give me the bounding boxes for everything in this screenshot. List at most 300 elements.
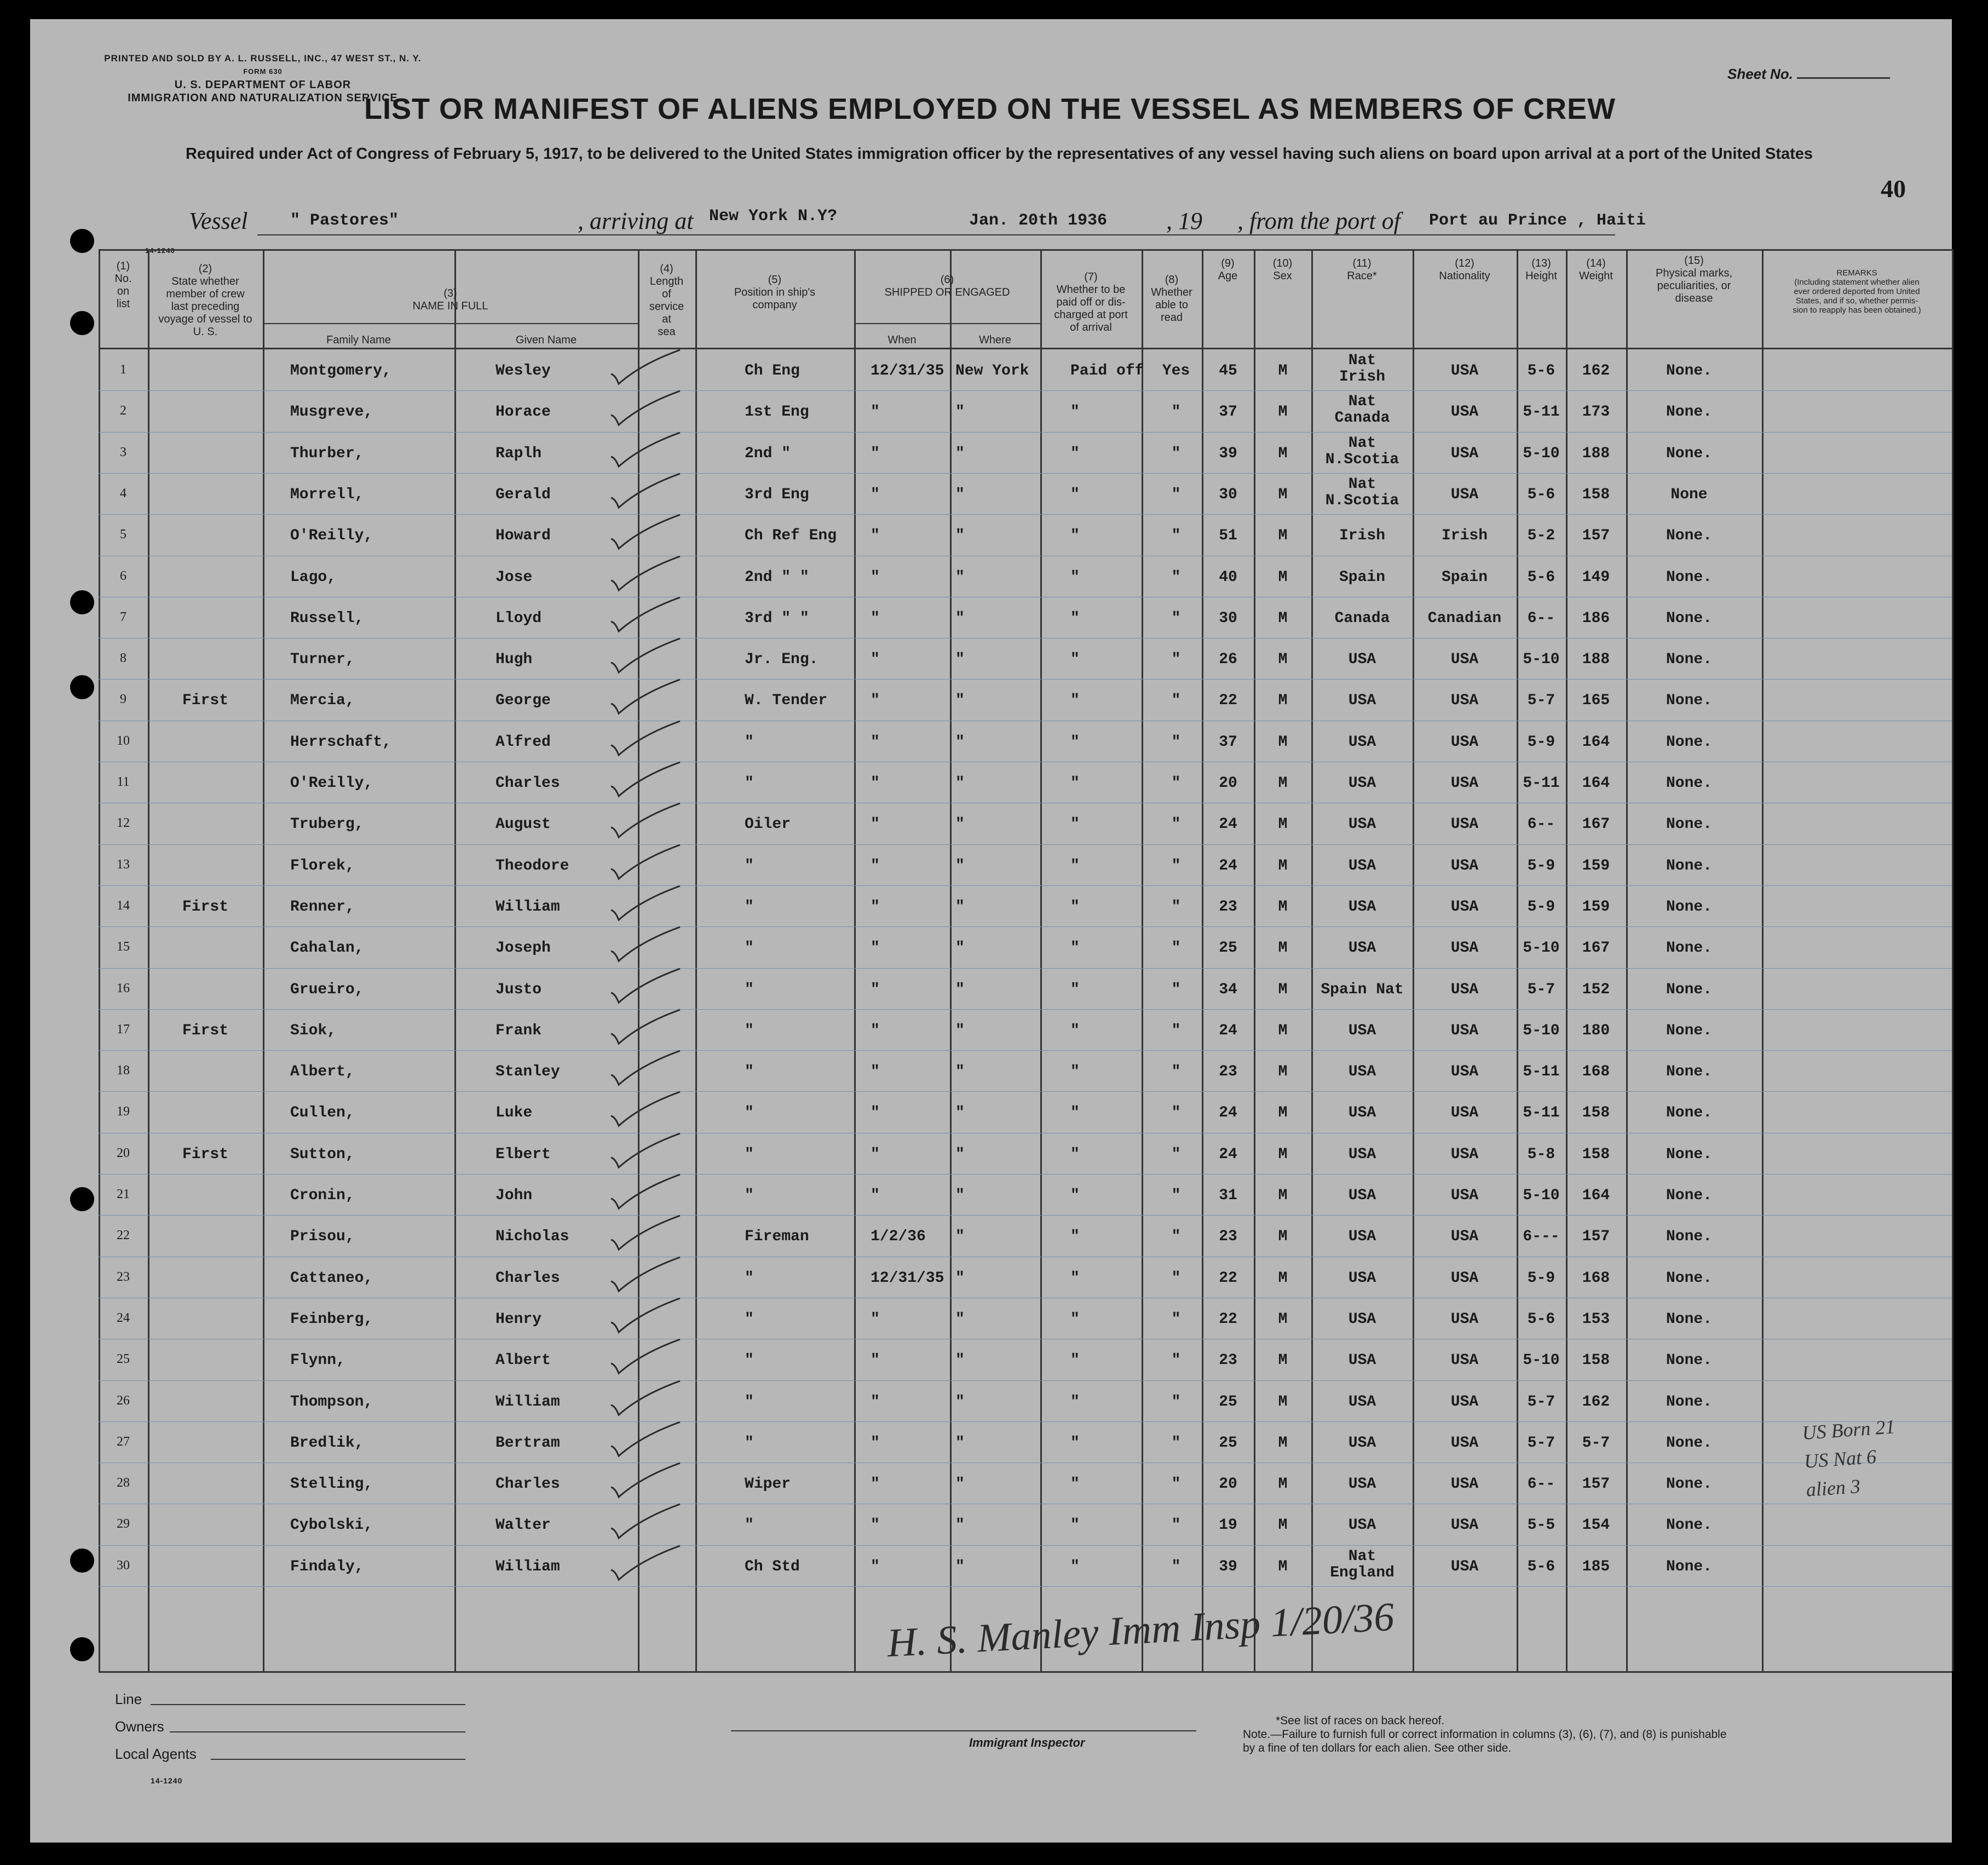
cell-no: 22 — [117, 1228, 130, 1243]
cell-race: USA — [1348, 1187, 1376, 1204]
cell-race: USA — [1348, 651, 1376, 669]
cell-marks: None. — [1666, 568, 1713, 586]
cell-height: 5-10 — [1523, 1022, 1560, 1039]
cell-sex: M — [1278, 857, 1288, 874]
cell-marks: None. — [1666, 609, 1713, 627]
cell-when: " — [871, 1558, 880, 1575]
cell-sex: M — [1278, 1228, 1288, 1246]
cell-sex: M — [1278, 1517, 1288, 1534]
cell-when: " — [871, 1517, 880, 1534]
cell-marks: None. — [1666, 857, 1713, 874]
cell-read: " — [1171, 445, 1181, 462]
cell-weight: 157 — [1582, 527, 1610, 545]
cell-marks: None. — [1666, 775, 1713, 792]
column-divider — [454, 249, 456, 1671]
margin-note-line: US Nat 6 — [1803, 1445, 1877, 1472]
service-checkmark — [608, 884, 684, 928]
cell-sex: M — [1278, 651, 1288, 669]
cell-no: 15 — [117, 940, 130, 954]
cell-read: " — [1171, 609, 1181, 627]
cell-given: Walter — [495, 1517, 551, 1534]
cell-no: 12 — [117, 816, 130, 831]
cell-read: " — [1171, 527, 1181, 545]
cell-height: 5-2 — [1527, 527, 1555, 545]
row-rule — [99, 1050, 1952, 1051]
cell-height: 5-10 — [1523, 651, 1560, 669]
cell-race: USA — [1348, 1393, 1376, 1411]
cell-no: 11 — [117, 775, 130, 789]
margin-note-line: alien 3 — [1805, 1475, 1861, 1501]
cell-no: 28 — [117, 1476, 130, 1490]
cell-paid: " — [1070, 1187, 1080, 1204]
cell-nationality: USA — [1450, 692, 1479, 710]
column-divider — [1142, 249, 1143, 1671]
service-checkmark — [608, 1255, 684, 1299]
cell-sex: M — [1278, 1434, 1288, 1452]
cell-given: Elbert — [495, 1146, 551, 1163]
cell-no: 18 — [117, 1063, 130, 1078]
header-c10: (10) Sex — [1272, 257, 1293, 282]
cell-weight: 185 — [1582, 1558, 1610, 1575]
cell-position: 3rd " " — [745, 609, 809, 627]
cell-weight: 162 — [1582, 1393, 1610, 1411]
cell-age: 20 — [1219, 775, 1237, 792]
cell-given: Stanley — [495, 1063, 560, 1081]
cell-marks: None. — [1666, 1476, 1713, 1493]
cell-marks: None. — [1666, 1104, 1713, 1122]
cell-nationality: USA — [1450, 733, 1479, 751]
punch-hole — [70, 311, 94, 335]
cell-nationality: USA — [1450, 1310, 1479, 1328]
cell-family: Prisou, — [290, 1228, 355, 1246]
cell-nationality: Spain — [1441, 568, 1488, 586]
cell-age: 37 — [1219, 733, 1237, 751]
cell-sex: M — [1278, 1352, 1288, 1369]
cell-nationality: USA — [1450, 1269, 1479, 1287]
cell-given: Bertram — [495, 1434, 560, 1452]
cell-age: 40 — [1219, 568, 1237, 586]
cell-nationality: USA — [1450, 404, 1479, 421]
cell-nationality: USA — [1450, 1022, 1479, 1039]
cell-family: Flynn, — [290, 1352, 345, 1369]
cell-paid: " — [1070, 1393, 1080, 1411]
cell-given: Frank — [495, 1022, 542, 1039]
requirement-text: Required under Act of Congress of February 5, 1917, to be delivered to the United States immigration officer by the representatives of any vessel having such aliens on board upon arrival at a port of the United States — [185, 145, 1813, 163]
inspector-label: Immigrant Inspector — [969, 1736, 1085, 1749]
cell-read: " — [1171, 1434, 1181, 1452]
cell-race: USA — [1348, 1022, 1376, 1039]
cell-height: 6-- — [1527, 609, 1555, 627]
cell-read: " — [1171, 1269, 1181, 1287]
cell-race: USA — [1348, 1146, 1376, 1163]
cell-state: First — [182, 1022, 229, 1039]
cell-height: 5-9 — [1527, 857, 1555, 874]
cell-paid: " — [1070, 857, 1080, 874]
cell-height: 5-9 — [1527, 1269, 1555, 1287]
cell-weight: 162 — [1582, 362, 1610, 379]
cell-given: George — [495, 692, 551, 710]
footer-line-label: Line — [115, 1691, 142, 1707]
cell-position: " — [745, 1063, 754, 1081]
cell-marks: None. — [1666, 1269, 1713, 1287]
cell-no: 24 — [117, 1310, 130, 1325]
cell-marks: None. — [1666, 692, 1713, 710]
service-checkmark — [608, 1420, 684, 1464]
cell-read: " — [1171, 775, 1181, 792]
header-c6: (6) SHIPPED OR ENGAGED — [884, 274, 1010, 298]
cell-age: 22 — [1219, 1269, 1237, 1287]
cell-paid: " — [1070, 1517, 1080, 1534]
cell-paid: " — [1070, 1434, 1080, 1452]
row-rule — [99, 1174, 1952, 1175]
service-checkmark — [608, 677, 684, 721]
cell-race: USA — [1348, 940, 1376, 957]
cell-no: 26 — [117, 1393, 130, 1408]
cell-no: 3 — [120, 445, 126, 459]
cell-nationality: USA — [1450, 1352, 1479, 1369]
cell-paid: " — [1070, 568, 1080, 586]
cell-race: USA — [1348, 1104, 1376, 1122]
cell-marks: None. — [1666, 1517, 1713, 1534]
cell-where: " — [955, 1476, 965, 1493]
cell-paid: " — [1070, 527, 1080, 545]
cell-position: " — [745, 1146, 754, 1163]
cell-state: First — [182, 692, 229, 710]
from-port-label: , from the port of — [1237, 208, 1401, 234]
cell-position: " — [745, 1022, 754, 1039]
cell-weight: 168 — [1582, 1269, 1610, 1287]
cell-where: " — [955, 1187, 965, 1204]
cell-height: 5-9 — [1527, 898, 1555, 916]
cell-read: " — [1171, 692, 1181, 710]
column-divider — [1517, 249, 1518, 1671]
cell-paid: " — [1070, 651, 1080, 669]
cell-paid: " — [1070, 1476, 1080, 1493]
cell-family: Thurber, — [290, 445, 364, 462]
cell-where: " — [955, 1104, 965, 1122]
cell-family: Bredlik, — [290, 1434, 364, 1452]
cell-nationality: USA — [1450, 981, 1479, 998]
header-c7: (7) Whether to be paid off or dis- charged at port of arrival — [1054, 271, 1128, 333]
cell-where: " — [955, 404, 965, 421]
cell-paid: " — [1070, 981, 1080, 998]
cell-marks: None. — [1666, 898, 1713, 916]
header-c16: REMARKS (Including statement whether alien ever ordered deported from United States, and if so, whether permis- sion to reapply has been obtained.) — [1793, 268, 1921, 315]
cell-age: 39 — [1219, 445, 1237, 462]
punch-hole — [70, 675, 94, 699]
cell-given: William — [495, 898, 560, 916]
cell-position: " — [745, 1269, 754, 1287]
cell-age: 23 — [1219, 1352, 1237, 1369]
year-prefix: , 19 — [1166, 208, 1202, 234]
cell-given: William — [495, 1393, 560, 1411]
cell-height: 5-10 — [1523, 940, 1560, 957]
service-checkmark — [608, 1090, 684, 1133]
cell-sex: M — [1278, 733, 1288, 751]
cell-age: 24 — [1219, 1146, 1237, 1163]
column-divider — [1566, 249, 1568, 1671]
cell-where: " — [955, 445, 965, 462]
cell-weight: 168 — [1582, 1063, 1610, 1081]
cell-sex: M — [1278, 1187, 1288, 1204]
cell-marks: None. — [1666, 816, 1713, 833]
cell-no: 19 — [117, 1104, 130, 1119]
cell-paid: " — [1070, 1104, 1080, 1122]
cell-marks: None. — [1666, 1063, 1713, 1081]
cell-given: Theodore — [495, 857, 569, 874]
cell-read: " — [1171, 1393, 1181, 1411]
cell-height: 5-7 — [1527, 981, 1555, 998]
row-rule — [99, 1380, 1952, 1381]
cell-no: 7 — [120, 609, 126, 624]
cell-sex: M — [1278, 816, 1288, 833]
document-title: LIST OR MANIFEST OF ALIENS EMPLOYED ON THE VESSEL AS MEMBERS OF CREW — [364, 93, 1616, 125]
cell-age: 25 — [1219, 940, 1237, 957]
row-rule — [99, 885, 1952, 886]
cell-weight: 152 — [1582, 981, 1610, 998]
cell-family: Turner, — [290, 651, 355, 669]
cell-weight: 167 — [1582, 940, 1610, 957]
cell-paid: " — [1070, 486, 1080, 503]
arriving-label: , arriving at — [578, 208, 694, 234]
column-divider — [1762, 249, 1764, 1671]
service-checkmark — [608, 513, 684, 556]
header-c3b: Given Name — [515, 334, 577, 346]
cell-state: First — [182, 1146, 229, 1163]
cell-read: " — [1171, 1104, 1181, 1122]
cell-where: " — [955, 692, 965, 710]
cell-family: Cybolski, — [290, 1517, 373, 1534]
cell-where: " — [955, 733, 965, 751]
cell-nationality: USA — [1450, 1063, 1479, 1081]
cell-family: Cahalan, — [290, 940, 364, 957]
cell-position: 1st Eng — [745, 404, 809, 421]
cell-position: " — [745, 1187, 754, 1204]
arrival-port: New York N.Y? — [709, 207, 838, 226]
header-c6b: Where — [979, 334, 1011, 346]
row-rule — [99, 390, 1952, 391]
header-c9: (9) Age — [1218, 257, 1238, 282]
cell-no: 1 — [120, 362, 126, 377]
service-checkmark — [608, 1502, 684, 1546]
column-divider — [1254, 249, 1255, 1671]
cell-height: 5-6 — [1527, 362, 1555, 379]
cell-race: USA — [1348, 1063, 1376, 1081]
header-c11: (11) Race* — [1347, 257, 1377, 282]
cell-given: August — [495, 816, 551, 833]
cell-read: Yes — [1162, 362, 1190, 379]
cell-given: Henry — [495, 1310, 542, 1328]
cell-weight: 164 — [1582, 1187, 1610, 1204]
cell-paid: " — [1070, 609, 1080, 627]
cell-no: 30 — [117, 1558, 130, 1573]
cell-marks: None. — [1666, 527, 1713, 545]
cell-height: 6--- — [1523, 1228, 1560, 1246]
cell-nationality: USA — [1450, 775, 1479, 792]
cell-read: " — [1171, 1558, 1181, 1575]
cell-nationality: USA — [1450, 1476, 1479, 1493]
column-divider — [695, 249, 697, 1671]
service-checkmark — [608, 1461, 684, 1505]
cell-position: " — [745, 733, 754, 751]
cell-position: W. Tender — [745, 692, 828, 710]
cell-race: USA — [1348, 898, 1376, 916]
cell-paid: " — [1070, 692, 1080, 710]
cell-when: " — [871, 775, 880, 792]
cell-race: Spain Nat — [1321, 981, 1404, 998]
cell-age: 22 — [1219, 692, 1237, 710]
cell-when: 12/31/35 — [871, 1269, 944, 1287]
cell-marks: None. — [1666, 1146, 1713, 1163]
cell-family: Renner, — [290, 898, 355, 916]
cell-where: " — [955, 816, 965, 833]
cell-no: 8 — [120, 651, 126, 666]
cell-position: " — [745, 1517, 754, 1534]
cell-weight: 180 — [1582, 1022, 1610, 1039]
cell-family: Musgreve, — [290, 404, 373, 421]
cell-no: 14 — [117, 898, 130, 913]
cell-when: " — [871, 404, 880, 421]
cell-family: Feinberg, — [290, 1310, 373, 1328]
cell-nationality: USA — [1450, 940, 1479, 957]
cell-given: Horace — [495, 404, 551, 421]
cell-given: Alfred — [495, 733, 551, 751]
cell-paid: " — [1070, 404, 1080, 421]
service-checkmark — [608, 1049, 684, 1092]
cell-when: " — [871, 940, 880, 957]
cell-when: " — [871, 1022, 880, 1039]
cell-nationality: USA — [1450, 1187, 1479, 1204]
punch-hole — [70, 1549, 94, 1573]
cell-nationality: USA — [1450, 1228, 1479, 1246]
cell-family: O'Reilly, — [290, 527, 373, 545]
column-divider — [1040, 249, 1042, 1671]
cell-age: 25 — [1219, 1434, 1237, 1452]
cell-age: 20 — [1219, 1476, 1237, 1493]
cell-height: 6-- — [1527, 816, 1555, 833]
cell-sex: M — [1278, 898, 1288, 916]
cell-where: " — [955, 981, 965, 998]
printer-line: PRINTED AND SOLD BY A. L. RUSSELL, INC., 47 WEST ST., N. Y. — [104, 53, 422, 64]
cell-weight: 157 — [1582, 1476, 1610, 1493]
departure-port: Port au Prince , Haiti — [1429, 211, 1646, 230]
header-c1: (1) No. on list — [114, 260, 132, 310]
cell-height: 5-10 — [1523, 445, 1560, 462]
cell-read: " — [1171, 816, 1181, 833]
cell-marks: None. — [1666, 1310, 1713, 1328]
cell-given: Wesley — [495, 362, 551, 379]
header-c13: (13) Height — [1525, 257, 1557, 282]
cell-position: " — [745, 1310, 754, 1328]
cell-where: " — [955, 1022, 965, 1039]
header-c6a: When — [888, 334, 917, 346]
cell-no: 2 — [120, 404, 126, 418]
cell-family: O'Reilly, — [290, 775, 373, 792]
cell-position: Wiper — [745, 1476, 791, 1493]
cell-marks: None. — [1666, 1393, 1713, 1411]
cell-family: Mercia, — [290, 692, 355, 710]
service-checkmark — [608, 389, 684, 433]
cell-read: " — [1171, 857, 1181, 874]
cell-nationality: Canadian — [1427, 609, 1502, 627]
service-checkmark — [608, 1131, 684, 1175]
cell-position: " — [745, 857, 754, 874]
cell-where: " — [955, 1517, 965, 1534]
cell-paid: " — [1070, 1352, 1080, 1369]
cell-sex: M — [1278, 486, 1288, 503]
cell-age: 22 — [1219, 1310, 1237, 1328]
cell-when: " — [871, 898, 880, 916]
cell-position: " — [745, 981, 754, 998]
cell-race: USA — [1348, 1352, 1376, 1369]
cell-nationality: USA — [1450, 651, 1479, 669]
cell-race: USA — [1348, 1269, 1376, 1287]
cell-paid: " — [1070, 898, 1080, 916]
row-rule — [99, 1545, 1952, 1546]
service-checkmark — [608, 1337, 684, 1381]
service-checkmark — [608, 1379, 684, 1423]
cell-weight: 159 — [1582, 857, 1610, 874]
cell-age: 34 — [1219, 981, 1237, 998]
cell-paid: " — [1070, 1022, 1080, 1039]
cell-height: 5-6 — [1527, 1558, 1555, 1575]
cell-when: " — [871, 609, 880, 627]
cell-given: Howard — [495, 527, 551, 545]
cell-age: 19 — [1219, 1517, 1237, 1534]
cell-height: 5-8 — [1527, 1146, 1555, 1163]
cell-where: " — [955, 1352, 965, 1369]
service-checkmark — [608, 801, 684, 845]
cell-race: USA — [1348, 1517, 1376, 1534]
service-checkmark — [608, 430, 684, 474]
form-number: FORM 630 — [243, 67, 283, 76]
cell-weight: 158 — [1582, 1146, 1610, 1163]
sheet-no — [1727, 66, 1890, 83]
cell-weight: 158 — [1582, 1104, 1610, 1122]
cell-given: Jose — [495, 568, 533, 586]
cell-where: " — [955, 898, 965, 916]
cell-sex: M — [1278, 527, 1288, 545]
cell-height: 5-11 — [1523, 1104, 1560, 1122]
cell-no: 4 — [120, 486, 126, 500]
cell-paid: " — [1070, 816, 1080, 833]
cell-no: 21 — [117, 1187, 130, 1201]
cell-given: Lloyd — [495, 609, 542, 627]
cell-marks: None. — [1666, 981, 1713, 998]
cell-sex: M — [1278, 445, 1288, 462]
cell-age: 30 — [1219, 609, 1237, 627]
cell-where: " — [955, 1558, 965, 1575]
cell-given: Nicholas — [495, 1228, 569, 1246]
cell-nationality: USA — [1450, 1146, 1479, 1163]
sheet-no-label: Sheet No. — [1727, 66, 1793, 82]
cell-height: 5-7 — [1527, 1434, 1555, 1452]
cell-no: 10 — [117, 733, 130, 748]
cell-given: Justo — [495, 981, 542, 998]
cell-sex: M — [1278, 1104, 1288, 1122]
header-c15: (15) Physical marks, peculiarities, or disease — [1655, 255, 1733, 304]
row-rule — [99, 1421, 1952, 1422]
cell-position: " — [745, 1352, 754, 1369]
service-checkmark — [608, 348, 684, 392]
cell-no: 16 — [117, 981, 130, 995]
cell-when: " — [871, 1352, 880, 1369]
vessel-label: Vessel — [189, 208, 248, 234]
cell-when: 12/31/35 — [871, 362, 944, 379]
cell-paid: " — [1070, 445, 1080, 462]
cell-given: John — [495, 1187, 533, 1204]
cell-marks: None. — [1666, 1558, 1713, 1575]
